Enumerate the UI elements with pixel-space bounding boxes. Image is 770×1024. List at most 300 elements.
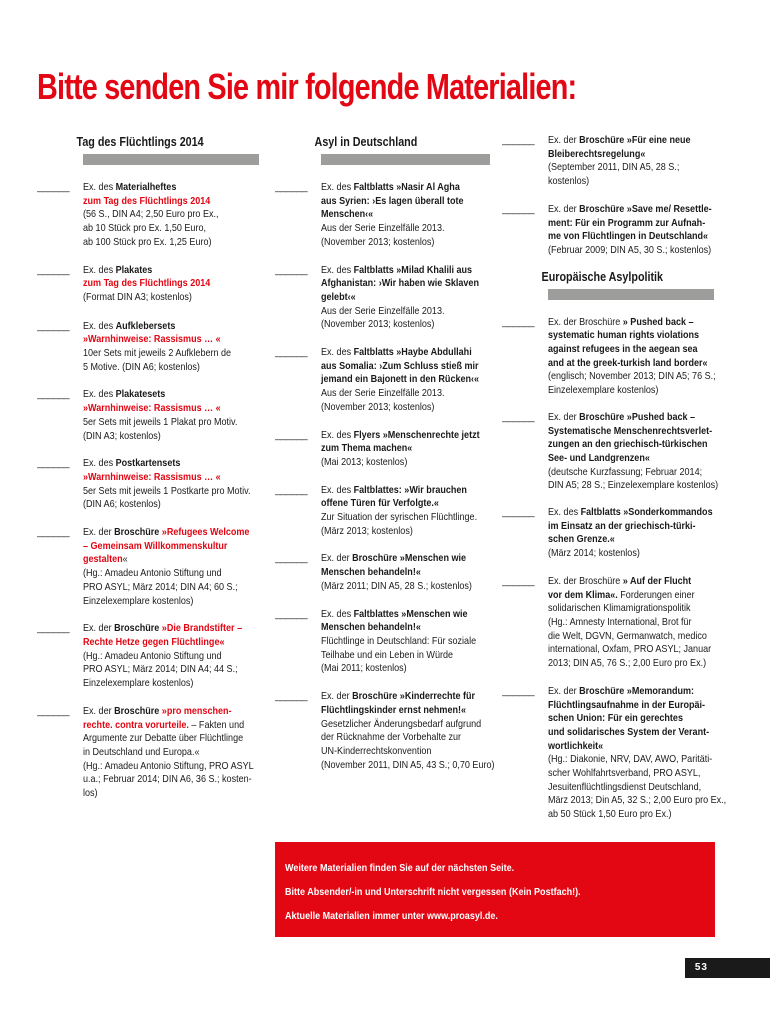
text-run: (deutsche Kurzfassung; Februar 2014;: [548, 465, 703, 478]
text-run: Ex. der: [321, 690, 353, 703]
text-run: Broschüre »Pushed back –: [579, 410, 696, 423]
text-line: [548, 753, 714, 767]
text-run: Ex. des: [321, 607, 354, 620]
text-run: Broschüre: [114, 526, 160, 539]
text-line: [83, 291, 259, 305]
text-run: Faltblatts »Haybe Abdullahi: [353, 346, 472, 359]
text-line: [83, 430, 259, 444]
order-list: [37, 181, 259, 801]
order-item: [275, 181, 490, 250]
text-run: (Mai 2011; kostenlos): [321, 662, 407, 675]
quantity-blank[interactable]: ______: [502, 315, 535, 328]
text-line: [321, 552, 490, 566]
text-run: Teilhabe und ein Leben in Würde: [321, 648, 454, 661]
text-run: los): [83, 787, 98, 800]
quantity-blank[interactable]: ______: [37, 181, 70, 193]
text-run: Aus der Serie Einzelfälle 2013.: [321, 304, 445, 317]
text-run: (März 2011; DIN A5, 28 S.; kostenlos): [321, 579, 472, 592]
text-line: [548, 438, 714, 452]
text-line: [548, 699, 714, 713]
text-run: Postkartensets: [115, 457, 181, 470]
text-run: Bleiberechtsregelung«: [548, 147, 646, 160]
order-item-text: [83, 705, 259, 801]
text-run: Aufklebersets: [115, 319, 176, 332]
order-item-text: [548, 506, 714, 561]
text-run: Ex. der Broschüre: [548, 574, 623, 587]
text-run: Aus der Serie Einzelfälle 2013.: [321, 387, 445, 400]
text-run: Faltblatts »Nasir Al Agha: [353, 181, 460, 193]
order-item-text: [321, 484, 490, 539]
text-run: im Einsatz an der griechisch-türki-: [548, 519, 696, 532]
text-line: [83, 402, 259, 416]
text-line: [321, 566, 490, 580]
order-item-text: [548, 684, 727, 822]
text-line: [321, 360, 490, 374]
quantity-blank[interactable]: ______: [37, 526, 70, 539]
order-item-text: [83, 622, 259, 691]
text-line: [321, 511, 490, 525]
quantity-blank[interactable]: ______: [275, 483, 308, 496]
text-run: UN-Kinderrechtskonvention: [321, 744, 432, 757]
text-line: [548, 589, 714, 603]
text-run: Ex. des: [321, 346, 354, 359]
text-run: Ex. der: [321, 552, 353, 565]
text-run: Broschüre »Save me/ Resettle-: [579, 202, 712, 215]
text-run: Ex. der: [548, 134, 580, 146]
order-item-text: [83, 264, 259, 305]
text-run: PRO ASYL; März 2014; DIN A4; 44 S.;: [83, 663, 238, 676]
text-run: (DIN A6; kostenlos): [83, 498, 161, 511]
text-line: [548, 244, 714, 258]
text-line: [548, 479, 719, 493]
text-line: [83, 663, 259, 677]
text-line: [83, 457, 259, 471]
section-heading: Tag des Flüchtlings 2014: [76, 135, 204, 149]
order-item: [275, 608, 490, 677]
text-run: zungen an den griechisch-türkischen: [548, 438, 708, 451]
text-run: Broschüre »Für eine neue: [579, 134, 691, 146]
text-run: Menschen‹«: [321, 208, 374, 221]
order-item: [37, 526, 259, 608]
quantity-blank[interactable]: ______: [37, 457, 70, 470]
text-run: rechte. contra vorurteile.: [83, 718, 189, 731]
text-run: and at the greek-turkish land border«: [548, 356, 708, 369]
text-run: Ex. der Broschüre: [548, 315, 623, 328]
quantity-blank[interactable]: ______: [37, 263, 70, 276]
text-run: Aus der Serie Einzelfälle 2013.: [321, 222, 445, 235]
text-run: international, Oxfam, PRO ASYL; Januar: [548, 643, 712, 656]
text-line: [548, 466, 714, 480]
section-bar: [321, 154, 490, 165]
text-line: [321, 704, 490, 718]
text-run: 5er Sets mit jeweils 1 Plakat pro Motiv.: [83, 415, 238, 428]
text-run: Einzelexemplare kostenlos): [83, 677, 194, 690]
text-line: [548, 616, 714, 630]
text-line: [548, 203, 714, 217]
order-item-text: [548, 316, 714, 398]
text-run: Jesuitenflüchtlingsdienst Deutschland,: [548, 780, 702, 793]
text-line: [548, 161, 714, 175]
text-line: [548, 452, 714, 466]
text-line: [321, 525, 490, 539]
text-run: Ex. des: [321, 428, 354, 441]
text-run: »pro menschen-: [159, 704, 232, 717]
text-line: [321, 497, 490, 511]
order-list-top: [502, 134, 714, 258]
text-run: Flyers »Menschenrechte jetzt: [353, 428, 480, 441]
text-line: [321, 346, 490, 360]
text-line: [83, 181, 259, 195]
text-run: solidarischen Klimamigrationspolitik: [548, 602, 691, 615]
text-line: [83, 787, 259, 801]
text-run: 10er Sets mit jeweils 2 Aufklebern de: [83, 347, 232, 360]
text-run: against refugees in the aegean sea: [548, 343, 698, 356]
text-run: Broschüre: [114, 622, 160, 635]
section-bar: [83, 154, 259, 165]
text-run: schen Union: Für ein gerechtes: [548, 712, 683, 725]
text-line: [548, 767, 714, 781]
text-line: [321, 718, 490, 732]
order-item: [502, 134, 714, 189]
text-run: aus Somalia: ›Zum Schluss stieß mir: [321, 359, 479, 372]
order-item: [502, 684, 727, 822]
text-run: scher Wohlfahrtsverband, PRO ASYL,: [548, 767, 701, 780]
text-line: [83, 222, 259, 236]
text-run: (September 2011, DIN A5, 28 S.;: [548, 161, 680, 174]
order-item-text: [83, 181, 259, 250]
text-line: [83, 361, 259, 375]
text-run: Broschüre »Menschen wie: [352, 552, 467, 565]
text-line: [83, 388, 259, 402]
text-run: kostenlos): [548, 175, 590, 188]
text-run: Ex. der: [548, 684, 580, 697]
text-run: die Welt, DGVN, Germanwatch, medico: [548, 629, 707, 642]
text-line: [321, 318, 490, 332]
order-item: [275, 264, 490, 333]
text-line: [321, 291, 490, 305]
text-line: [321, 305, 490, 319]
text-run: – Gemeinsam Willkommenskultur: [83, 539, 228, 552]
text-line: [321, 373, 490, 387]
text-run: 5er Sets mit jeweils 1 Postkarte pro Motiv.: [83, 484, 251, 497]
text-run: wortlichkeit«: [548, 739, 604, 752]
text-run: »Warnhinweise: Rassismus … «: [83, 402, 221, 415]
quantity-blank[interactable]: ______: [502, 506, 535, 519]
quantity-blank[interactable]: ______: [37, 704, 70, 717]
order-item-text: [83, 457, 259, 512]
order-item-text: [548, 203, 714, 258]
text-line: [548, 411, 714, 425]
text-line: [321, 745, 490, 759]
text-run: (März 2014; kostenlos): [548, 547, 640, 560]
text-run: Flüchtlingsaufnahme in der Europäi-: [548, 698, 706, 711]
text-run: offene Türen für Verfolgte.«: [321, 497, 439, 510]
quantity-blank[interactable]: ______: [37, 388, 70, 401]
text-line: [83, 732, 259, 746]
text-line: [548, 685, 714, 699]
text-run: (November 2011, DIN A5, 43 S.; 0,70 Euro): [321, 758, 495, 771]
column-asyl-in-deutschland: [275, 134, 495, 772]
text-line: [321, 580, 490, 594]
text-line: [83, 719, 259, 733]
quantity-blank[interactable]: ______: [275, 346, 308, 359]
text-run: Forderungen einer: [617, 588, 695, 601]
text-run: Rechte Hetze gegen Flüchtlinge«: [83, 635, 225, 648]
text-run: zum Tag des Flüchtlings 2014: [83, 194, 211, 207]
text-line: [83, 277, 259, 291]
text-line: [548, 134, 714, 148]
text-line: [83, 540, 259, 554]
order-item-text: [83, 388, 259, 443]
text-line: [83, 773, 259, 787]
text-run: »Refugees Welcome: [159, 526, 250, 539]
text-line: [321, 608, 490, 622]
order-item: [37, 622, 259, 691]
text-run: Ex. des: [83, 263, 116, 276]
text-run: März 2013; Din A5, 32 S.; 2,00 Euro pro Ex.,: [548, 794, 727, 807]
order-item-text: [321, 346, 490, 415]
text-line: [321, 442, 490, 456]
text-line: [548, 343, 714, 357]
text-line: [83, 333, 259, 347]
text-run: PRO ASYL; März 2014; DIN A4; 60 S.;: [83, 580, 238, 593]
text-run: (Mai 2013; kostenlos): [321, 455, 408, 468]
text-run: Plakatesets: [115, 388, 166, 401]
text-line: [548, 357, 714, 371]
text-run: (Format DIN A3; kostenlos): [83, 290, 192, 303]
text-line: [321, 429, 490, 443]
text-line: [321, 208, 490, 222]
text-line: [321, 731, 490, 745]
text-line: [548, 175, 714, 189]
column-tag-des-fluechtlings: [37, 134, 259, 801]
text-line: [548, 425, 714, 439]
text-run: (Hg.: Amadeu Antonio Stiftung und: [83, 649, 222, 662]
order-item: [275, 429, 490, 470]
text-line: [548, 533, 714, 547]
text-line: [548, 726, 714, 740]
quantity-blank[interactable]: ______: [502, 684, 535, 697]
text-run: (Hg.: Amnesty International, Brot für: [548, 615, 692, 628]
text-run: der Rücknahme der Vorbehalte zur: [321, 731, 462, 744]
text-run: Gesetzlicher Änderungsbedarf aufgrund: [321, 717, 482, 730]
quantity-blank[interactable]: ______: [275, 552, 308, 565]
text-run: »Die Brandstifter –: [159, 622, 243, 635]
text-run: » Auf der Flucht: [622, 574, 692, 587]
order-item: [502, 316, 714, 398]
info-line: Bitte Absender/-in und Unterschrift nicht vergessen (Kein Postfach!).: [285, 886, 581, 898]
page-number: 53: [694, 962, 708, 973]
text-run: DIN A5; 28 S.; Einzelexemplare kostenlos): [548, 479, 719, 492]
order-item-text: [321, 552, 490, 593]
order-item-text: [548, 410, 719, 493]
text-run: Flüchtlinge in Deutschland: Für soziale: [321, 634, 477, 647]
text-run: (November 2013; kostenlos): [321, 318, 435, 331]
text-line: [83, 498, 259, 512]
order-list: [275, 181, 495, 772]
text-line: [83, 320, 259, 334]
text-run: Flüchtlingskinder ernst nehmen!«: [321, 703, 467, 716]
text-line: [321, 277, 490, 291]
text-line: [548, 808, 714, 822]
section-bar: [548, 289, 714, 300]
text-line: [83, 595, 259, 609]
text-run: Broschüre: [114, 704, 160, 717]
text-line: [321, 662, 490, 676]
info-line: Weitere Materialien finden Sie auf der nächsten Seite.: [285, 862, 515, 874]
text-run: Ex. der: [83, 704, 115, 717]
quantity-blank[interactable]: ______: [502, 202, 535, 215]
order-list: [502, 315, 727, 822]
quantity-blank[interactable]: ______: [37, 319, 70, 332]
text-run: (November 2013; kostenlos): [321, 400, 435, 413]
text-run: Faltblattes »Menschen wie: [353, 607, 468, 620]
text-line: [321, 758, 495, 773]
info-line: Aktuelle Materialien immer unter www.proasyl.de.: [285, 910, 498, 922]
order-item-text: [321, 690, 495, 772]
text-run: Ex. der: [83, 526, 115, 539]
text-line: [83, 471, 259, 485]
order-item: [502, 203, 714, 258]
quantity-blank[interactable]: ______: [275, 607, 308, 620]
order-item: [37, 264, 259, 305]
text-run: Systematische Menschenrechtsverlet-: [548, 424, 713, 437]
text-line: [321, 456, 490, 470]
text-run: Menschen behandeln!«: [321, 566, 421, 579]
text-run: ab 50 Stück 1,50 Euro pro Ex.): [548, 808, 672, 821]
column-europaeische-asylpolitik: [502, 134, 727, 822]
text-run: schen Grenze.«: [548, 533, 615, 546]
text-run: vor dem Klima«.: [548, 588, 618, 601]
text-line: [548, 547, 714, 561]
text-run: – Fakten und: [188, 718, 245, 731]
text-line: [321, 621, 490, 635]
order-item-text: [548, 134, 714, 189]
text-line: [548, 781, 714, 795]
text-line: [83, 581, 259, 595]
text-run: «: [122, 553, 128, 566]
text-line: [548, 316, 714, 330]
text-line: [548, 506, 714, 520]
text-run: (Hg.: Amadeu Antonio Stiftung und: [83, 567, 222, 580]
text-line: [548, 643, 714, 657]
text-run: (Hg.: Diakonie, NRV, DAV, AWO, Paritäti-: [548, 753, 713, 766]
order-item: [37, 320, 259, 375]
text-run: » Pushed back –: [622, 315, 694, 328]
text-run: Plakates: [115, 263, 153, 276]
text-run: gestalten: [83, 553, 123, 566]
text-line: [321, 181, 490, 195]
text-line: [548, 520, 714, 534]
text-run: in Deutschland und Europa.«: [83, 745, 200, 758]
text-line: [321, 264, 490, 278]
text-run: »Warnhinweise: Rassismus … «: [83, 333, 221, 346]
text-run: See- und Landgrenzen«: [548, 451, 650, 464]
text-line: [321, 195, 490, 209]
text-line: [83, 705, 259, 719]
text-run: Broschüre »Kinderrechte für: [352, 690, 476, 703]
order-item-text: [83, 526, 259, 608]
text-line: [321, 222, 490, 236]
order-item: [37, 457, 259, 512]
text-run: (November 2013; kostenlos): [321, 235, 435, 248]
text-run: Argumente zur Debatte über Flüchtlinge: [83, 732, 244, 745]
text-line: [83, 347, 259, 361]
text-run: (Hg.: Amadeu Antonio Stiftung, PRO ASYL: [83, 759, 254, 772]
text-run: u.a.; Februar 2014; DIN A6, 36 S.; kosten-: [83, 773, 252, 786]
quantity-blank[interactable]: ______: [275, 690, 308, 703]
text-line: [83, 526, 259, 540]
text-line: [548, 230, 714, 244]
text-run: (Februar 2009; DIN A5, 30 S.; kostenlos): [548, 243, 712, 256]
text-line: [548, 575, 714, 589]
order-item: [37, 181, 259, 250]
quantity-blank[interactable]: ______: [502, 574, 535, 587]
text-run: zum Tag des Flüchtlings 2014: [83, 277, 211, 290]
text-line: [83, 485, 259, 499]
text-line: [83, 236, 259, 250]
quantity-blank[interactable]: ______: [502, 410, 535, 423]
text-line: [548, 148, 714, 162]
text-line: [83, 650, 259, 664]
text-line: [548, 712, 714, 726]
order-item: [37, 388, 259, 443]
text-run: (englisch; November 2013; DIN A5; 76 S.;: [548, 370, 716, 383]
text-run: (März 2013; kostenlos): [321, 524, 413, 537]
quantity-blank[interactable]: ______: [275, 181, 308, 193]
quantity-blank[interactable]: ______: [275, 263, 308, 276]
text-run: Zur Situation der syrischen Flüchtlinge.: [321, 511, 478, 524]
text-line: [548, 370, 714, 384]
order-item-text: [83, 320, 259, 375]
text-line: [83, 622, 259, 636]
text-run: Ex. des: [321, 181, 354, 193]
text-run: Materialheftes: [115, 181, 177, 193]
text-run: jemand ein Bajonett in den Rücken‹«: [321, 373, 480, 386]
text-run: Ex. der: [548, 202, 580, 215]
text-line: [321, 401, 490, 415]
text-line: [548, 630, 714, 644]
quantity-blank[interactable]: ______: [502, 134, 535, 146]
quantity-blank[interactable]: ______: [275, 428, 308, 441]
order-item-text: [548, 575, 714, 671]
order-item: [275, 346, 490, 415]
text-run: 5 Motive. (DIN A6; kostenlos): [83, 360, 200, 373]
text-line: [321, 635, 490, 649]
text-line: [83, 636, 259, 650]
text-run: me von Flüchtlingen in Deutschland«: [548, 230, 709, 243]
order-item: [502, 506, 714, 561]
text-run: Ex. der: [83, 622, 115, 635]
text-line: [83, 760, 259, 774]
quantity-blank[interactable]: ______: [37, 622, 70, 635]
text-run: »Warnhinweise: Rassismus … «: [83, 470, 221, 483]
order-item: [275, 552, 490, 593]
text-run: Einzelexemplare kostenlos): [548, 384, 659, 397]
text-run: ment: Für ein Programm zur Aufnah-: [548, 216, 706, 229]
text-run: Ex. des: [321, 263, 354, 276]
page-title: Bitte senden Sie mir folgende Materialien:: [37, 66, 577, 107]
text-run: Broschüre »Memorandum:: [579, 684, 695, 697]
text-run: gelebt‹«: [321, 290, 356, 303]
order-item: [502, 575, 714, 671]
text-run: Afghanistan: ›Wir haben wie Sklaven: [321, 277, 479, 290]
text-run: Ex. der: [548, 410, 580, 423]
text-run: ab 100 Stück pro Ex. 1,25 Euro): [83, 235, 212, 248]
text-run: Ex. des: [83, 388, 116, 401]
text-run: Faltblattes: »Wir brauchen: [353, 483, 467, 496]
text-run: Faltblatts »Milad Khalili aus: [353, 263, 473, 276]
